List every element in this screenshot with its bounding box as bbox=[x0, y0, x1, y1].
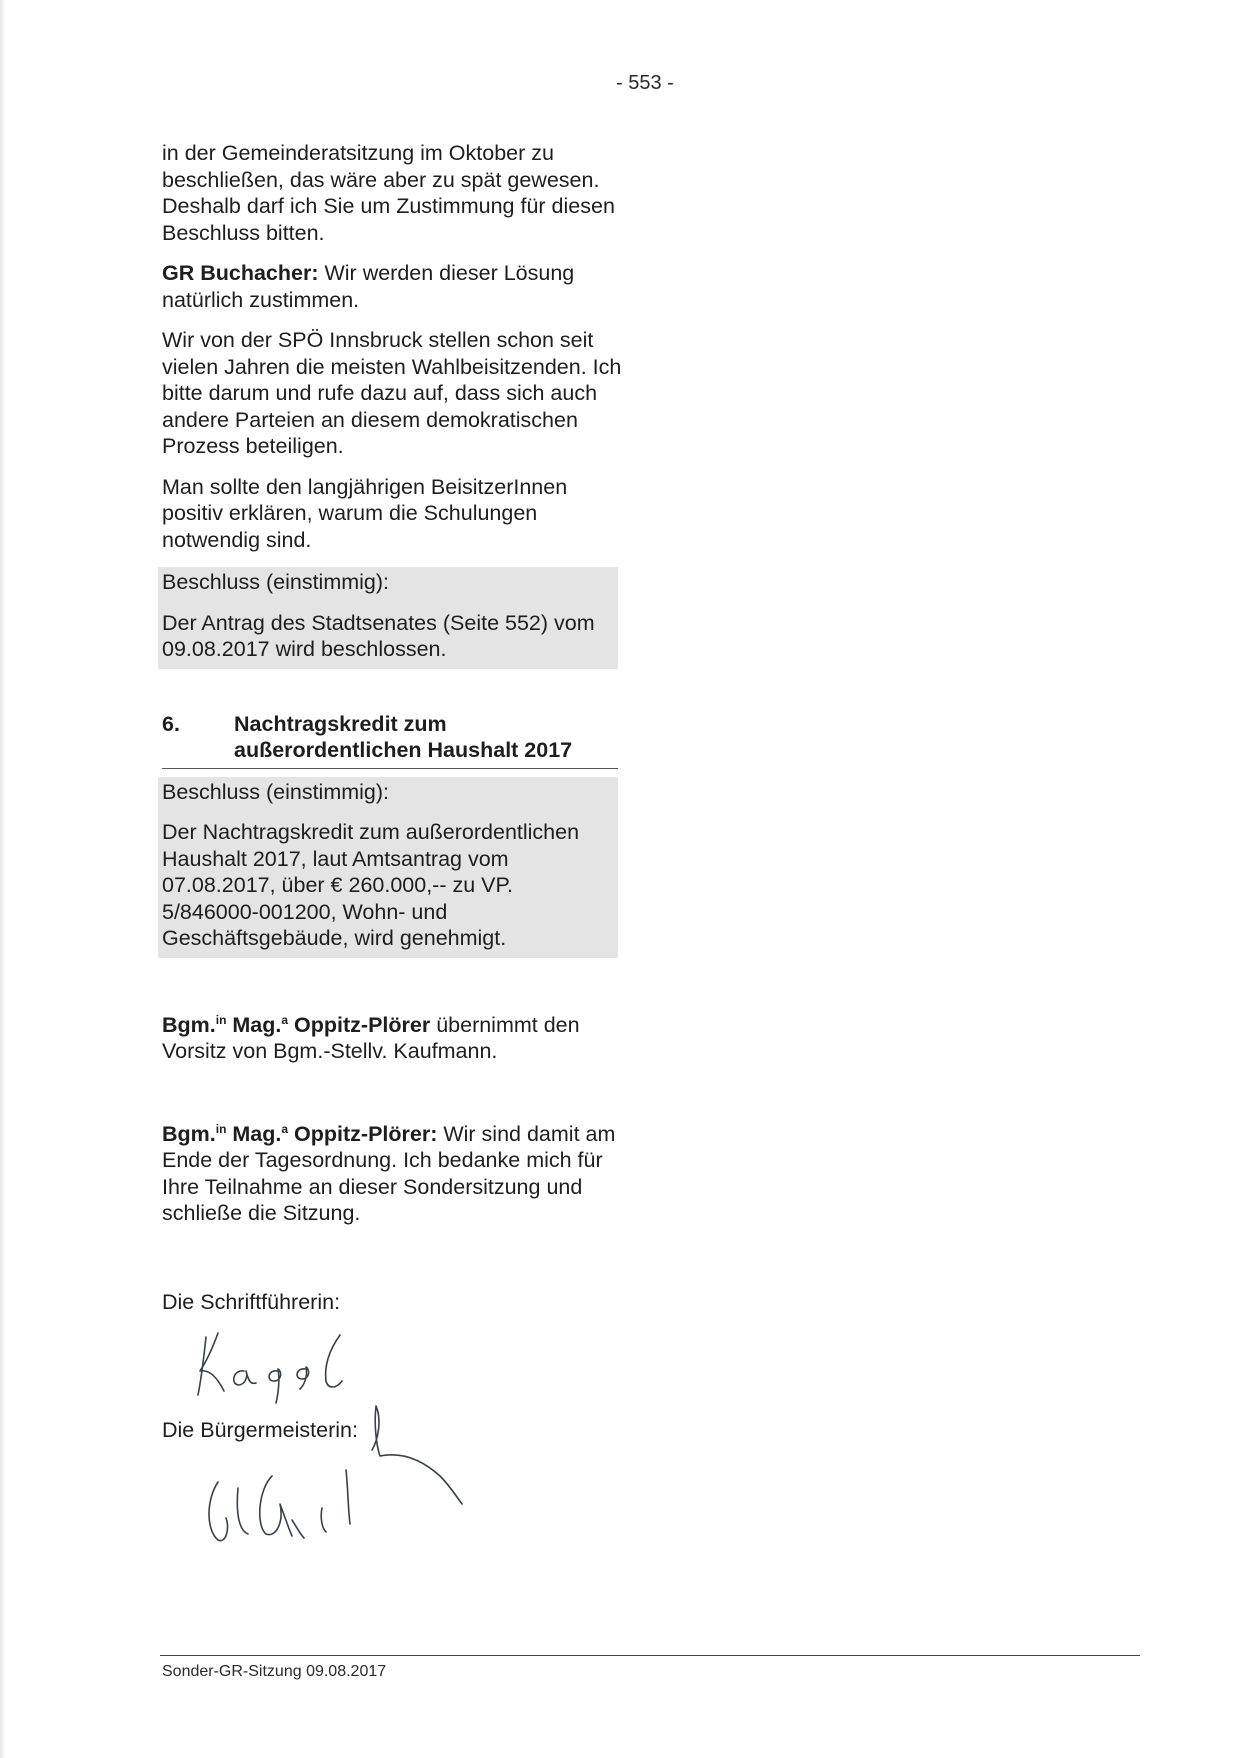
secretary-label: Die Schriftführerin: bbox=[162, 1290, 341, 1314]
statement-text: Wir werden dieser Lösung natürlich zustimmen. bbox=[162, 261, 575, 312]
mayor-signature bbox=[200, 1400, 480, 1550]
decision-title: Beschluss (einstimmig): bbox=[162, 779, 389, 804]
footer-session-label: Sonder-GR-Sitzung 09.08.2017 bbox=[162, 1663, 387, 1680]
chair-handover-note bbox=[162, 1012, 622, 1065]
footer-divider bbox=[160, 1655, 1140, 1656]
page-number: - 553 - bbox=[616, 72, 674, 94]
title-mag: Mag. bbox=[226, 1012, 282, 1037]
decision-box-2 bbox=[158, 777, 618, 958]
decision-text: Der Nachtragskredit zum außerordentlichen Haushalt 2017, laut Amtsantrag vom 07.08.2017, über € 260.000,-- zu VP. 5/846000-001200, Wohn- und Geschäftsgebäude, wird genehmigt. bbox=[162, 820, 580, 950]
text-column bbox=[162, 140, 622, 1241]
title-sup-a: a bbox=[281, 1012, 289, 1027]
intro-paragraph: in der Gemeinderatsitzung im Oktober zu beschließen, das wäre aber zu spät gewesen. Deshalb darf ich Sie um Zustimmung für diesen Beschluss bitten. bbox=[162, 141, 615, 245]
agenda-item-title: Nachtragskredit zum außerordentlichen Haushalt 2017 bbox=[234, 711, 573, 762]
speaker-title bbox=[162, 1013, 430, 1037]
title-bgm: Bgm. bbox=[162, 1012, 216, 1037]
agenda-item-number: 6. bbox=[162, 711, 180, 736]
speaker-title bbox=[162, 1122, 437, 1146]
decision-text: Der Antrag des Stadtsenates (Seite 552) vom 09.08.2017 wird beschlossen. bbox=[162, 610, 595, 661]
statement-text: Wir sind damit am Ende der Tagesordnung. Ich bedanke mich für Ihre Teilnahme an dieser Sondersitzung und schließe die Sitzung. bbox=[162, 1121, 616, 1225]
title-bgm: Bgm. bbox=[162, 1121, 216, 1146]
title-sup-in: in bbox=[215, 1012, 227, 1027]
title-sup-in: in bbox=[215, 1121, 227, 1136]
spoe-paragraph: Wir von der SPÖ Innsbruck stellen schon seit vielen Jahren die meisten Wahlbeisitzenden. Ich bitte darum und rufe dazu auf, dass sich auch andere Parteien an diesem demokratischen Prozess beteiligen. bbox=[162, 328, 622, 458]
secretary-signature bbox=[190, 1325, 390, 1405]
note-text: übernimmt den Vorsitz von Bgm.-Stellv. Kaufmann. bbox=[162, 1012, 580, 1063]
schulungen-paragraph: Man sollte den langjährigen BeisitzerInnen positiv erklären, warum die Schulungen notwendig sind. bbox=[162, 474, 568, 552]
buchacher-statement bbox=[162, 260, 622, 313]
scan-edge-shadow bbox=[0, 0, 6, 1758]
decision-box-1 bbox=[158, 567, 618, 669]
closing-statement bbox=[162, 1121, 622, 1227]
speaker-name: Oppitz-Plörer bbox=[288, 1012, 431, 1037]
title-mag: Mag. bbox=[226, 1121, 282, 1146]
speaker-name: GR Buchacher: bbox=[162, 261, 319, 285]
decision-title: Beschluss (einstimmig): bbox=[162, 570, 389, 594]
speaker-name: Oppitz-Plörer: bbox=[288, 1121, 438, 1146]
agenda-item-heading bbox=[162, 711, 618, 769]
mayor-label: Die Bürgermeisterin: bbox=[162, 1418, 358, 1442]
title-sup-a: a bbox=[281, 1121, 289, 1136]
